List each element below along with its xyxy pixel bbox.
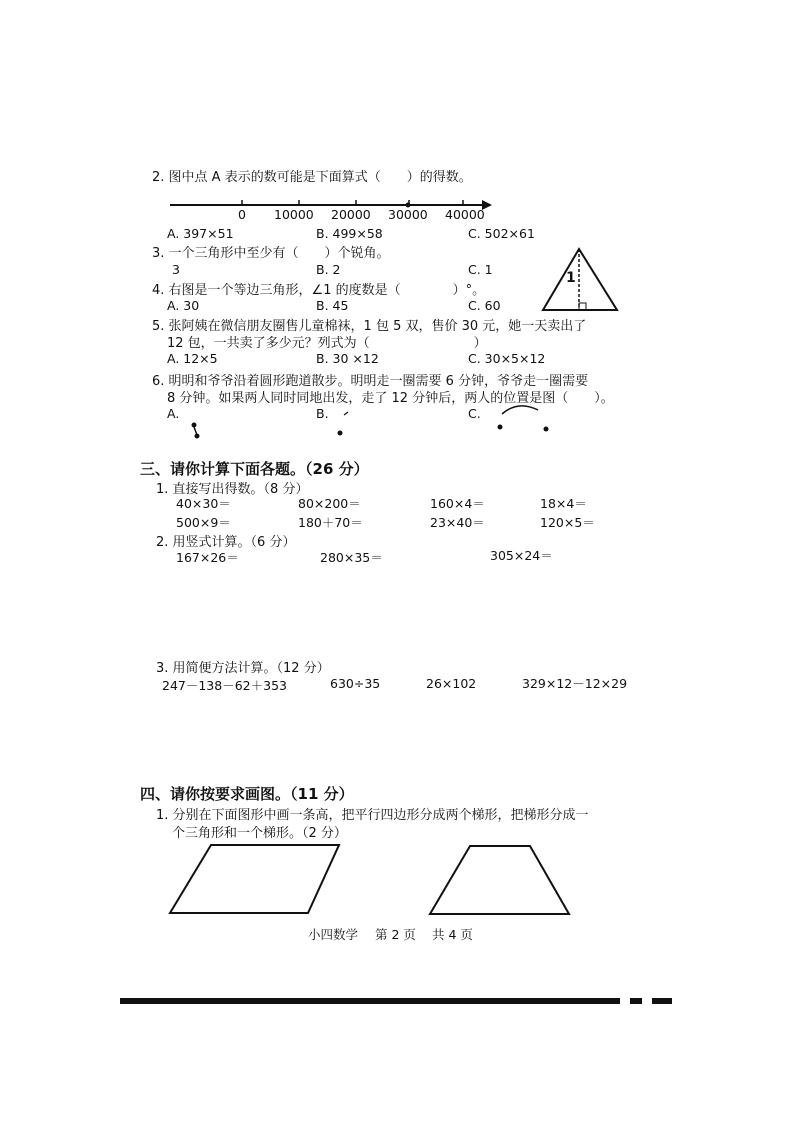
- q6-figure-a: [186, 405, 216, 443]
- tick-20000: 20000: [331, 207, 371, 222]
- q5-option-c: C. 30×5×12: [468, 351, 546, 366]
- q6-line2: 8 分钟。如果两人同时同地出发，走了 12 分钟后，两人的位置是图（ ）。: [167, 391, 614, 406]
- q6-figure-b: [330, 405, 360, 439]
- s3-p3-item: 630÷35: [330, 676, 381, 691]
- s3-p1-item: 160×4＝: [430, 496, 485, 511]
- s3-p1-item: 18×4＝: [540, 496, 587, 511]
- q6-option-b: B.: [316, 406, 329, 421]
- tick-30000: 30000: [388, 207, 428, 222]
- s4-part1-line2: 个三角形和一个梯形。（2 分）: [172, 826, 347, 841]
- s4-part1-line1: 1. 分别在下面图形中画一条高，把平行四边形分成两个梯形，把梯形分成一: [156, 808, 589, 823]
- footer-total: 共 4 页: [432, 927, 473, 942]
- s3-part2-heading: 2. 用竖式计算。（6 分）: [156, 535, 296, 550]
- q5-line2: 12 包，一共卖了多少元？列式为（ ）: [167, 336, 487, 351]
- shapes-figure: [168, 840, 608, 920]
- s3-p2-item: 305×24＝: [490, 548, 553, 563]
- q4-option-b: B. 45: [316, 298, 349, 313]
- s3-p3-item: 329×12－12×29: [522, 676, 628, 691]
- q3-option-b: B. 2: [316, 262, 341, 277]
- footer-page: 第 2 页: [375, 927, 416, 942]
- s3-p3-item: 26×102: [426, 676, 477, 691]
- s3-p1-item: 120×5＝: [540, 515, 595, 530]
- footer-subject: 小四数学: [308, 927, 359, 942]
- s3-p1-item: 180＋70＝: [298, 515, 363, 530]
- q5-option-a: A. 12×5: [167, 351, 218, 366]
- s3-p2-item: 280×35＝: [320, 550, 383, 565]
- q4-option-a: A. 30: [167, 298, 200, 313]
- q2-option-a: A. 397×51: [167, 226, 234, 241]
- trapezoid-shape: [430, 846, 569, 914]
- s3-part3-heading: 3. 用简便方法计算。（12 分）: [156, 661, 330, 676]
- angle-1-label: 1: [566, 270, 576, 286]
- equilateral-triangle-figure: [540, 246, 622, 314]
- tick-0: 0: [238, 207, 246, 222]
- q3-option-a: 3: [172, 262, 180, 277]
- tick-40000: 40000: [445, 207, 485, 222]
- bottom-rule: [120, 998, 620, 1004]
- q6-figure-c: [488, 398, 554, 436]
- s3-p3-item: 247－138－62＋353: [162, 678, 287, 693]
- bottom-rule-mark: [652, 998, 672, 1004]
- q2-option-c: C. 502×61: [468, 226, 535, 241]
- section-3-title: 三、请你计算下面各题。（26 分）: [140, 460, 369, 478]
- q6-option-c: C.: [468, 406, 481, 421]
- q4-option-c: C. 60: [468, 298, 501, 313]
- s3-p1-item: 23×40＝: [430, 515, 485, 530]
- parallelogram-shape: [170, 845, 339, 913]
- q5-line1: 5. 张阿姨在微信朋友圈售儿童棉袜，1 包 5 双，售价 30 元，她一天卖出了: [152, 319, 587, 334]
- bottom-rule-mark: [630, 998, 642, 1004]
- q4-stem: 4. 右图是一个等边三角形，∠1 的度数是（ ）°。: [152, 283, 486, 298]
- s3-part1-heading: 1. 直接写出得数。（8 分）: [156, 482, 309, 497]
- q3-option-c: C. 1: [468, 262, 493, 277]
- s3-p1-item: 500×9＝: [176, 515, 231, 530]
- s3-p2-item: 167×26＝: [176, 550, 239, 565]
- s3-p1-item: 80×200＝: [298, 496, 361, 511]
- tick-10000: 10000: [274, 207, 314, 222]
- q2-option-b: B. 499×58: [316, 226, 383, 241]
- q2-stem: 2. 图中点 A 表示的数可能是下面算式（ ）的得数。: [152, 170, 472, 185]
- section-4-title: 四、请你按要求画图。（11 分）: [140, 785, 354, 803]
- s3-p1-item: 40×30＝: [176, 496, 231, 511]
- q5-option-b: B. 30 ×12: [316, 351, 379, 366]
- q6-line1: 6. 明明和爷爷沿着圆形跑道散步。明明走一圈需要 6 分钟，爷爷走一圈需要: [152, 374, 589, 389]
- q3-stem: 3. 一个三角形中至少有（ ）个锐角。: [152, 246, 390, 261]
- q6-option-a: A.: [167, 406, 180, 421]
